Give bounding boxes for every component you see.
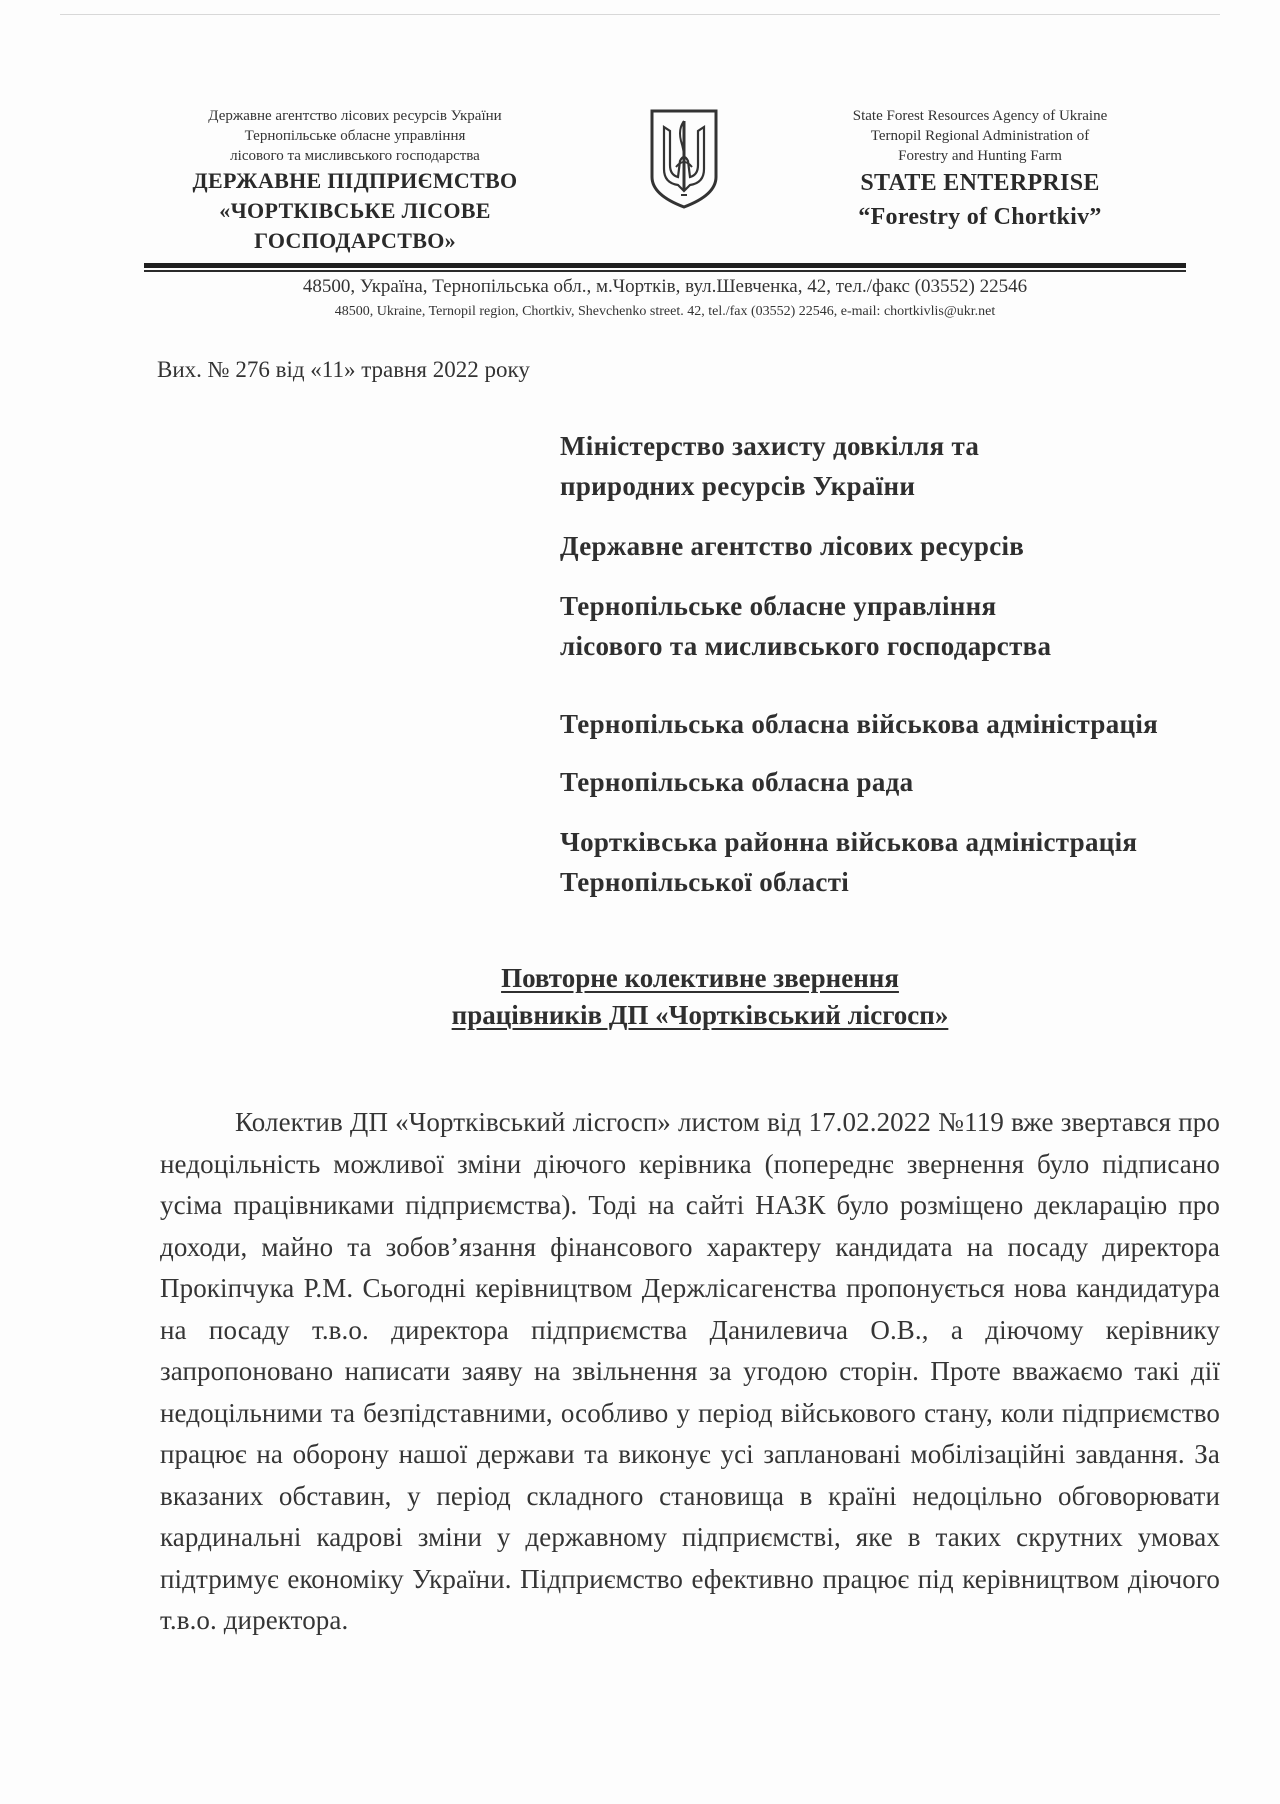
- letterhead-right-line2: Ternopil Regional Administration of: [870, 128, 1090, 144]
- letterhead-left-title3: ГОСПОДАРСТВО»: [254, 228, 456, 253]
- letter-subject: [300, 960, 1100, 1034]
- addressee-line: Державне агентство лісових ресурсів: [560, 531, 1025, 561]
- addressee-military-administration: [560, 704, 1210, 744]
- addressee-regional-council: [560, 762, 1210, 802]
- address-english: 48500, Ukraine, Ternopil region, Chortkiv, Shevchenko street. 42, tel./fax (03552) 22546, e-mail: chortkivlis@ukr.net: [334, 304, 996, 319]
- letterhead-right-title2: “Forestry of Chortkiv”: [858, 204, 1102, 230]
- addressee-ministry: [560, 426, 1210, 506]
- scan-edge-line: [60, 14, 1220, 15]
- addressee-regional-forestry: [560, 586, 1210, 666]
- letterhead-left-title1: ДЕРЖАВНЕ ПІДПРИЄМСТВО: [192, 168, 518, 193]
- subject-line2: працівників ДП «Чортківський лісгосп»: [451, 1000, 949, 1030]
- addressee-line: Тернопільська обласна військова адміністрація: [560, 709, 1159, 739]
- body-paragraph: Колектив ДП «Чортківський лісгосп» листом від 17.02.2022 №119 вже звертався про недоцільність можливої зміни діючого керівника (попереднє звернення було підписано усіма працівниками підприємства). Тоді на сайті НАЗК було розміщено декларацію про доходи, майно та зобов’язання фінансового характеру кандидата на посаду директора Прокіпчука Р.М. Сьогодні керівництвом Держлісагенства пропонується нова кандидатура на посаду т.в.о. директора підприємства Данилевича О.В., а діючому керівнику запропоновано написати заяву на звільнення за угодою сторін. Проте вважаємо такі дії недоцільними та безпідставними, особливо у період військового стану, коли підприємство працює на оборону нашої держави та виконує усі заплановані мобілізаційні завдання. За вказаних обставин, у період складного становища в країні недоцільно обговорювати кардинальні кадрові зміни у державному підприємстві, яке в таких скрутних умовах підтримує економіку України. Підприємство ефективно працює під керівництвом діючого т.в.о. директора.: [160, 1107, 1220, 1635]
- letterhead-rule-thin: [144, 270, 1186, 272]
- addressee-line: Міністерство захисту довкілля та: [560, 431, 980, 461]
- subject-line1: Повторне колективне звернення: [501, 963, 899, 993]
- letterhead-left-line3: лісового та мисливського господарства: [230, 148, 480, 164]
- addressee-line: лісового та мисливського господарства: [560, 631, 1052, 661]
- letterhead-right: [820, 106, 1140, 234]
- letterhead-right-line3: Forestry and Hunting Farm: [898, 148, 1062, 164]
- addressee-line: Тернопільська обласна рада: [560, 767, 914, 797]
- letterhead-right-title1: STATE ENTERPRISE: [860, 170, 1100, 196]
- addressee-line: Тернопільської області: [560, 867, 850, 897]
- address-ukrainian: 48500, Україна, Тернопільська обл., м.Чортків, вул.Шевченка, 42, тел./факс (03552) 22546: [302, 276, 1028, 297]
- addressee-forest-agency: [560, 526, 1210, 566]
- letterhead-left-line2: Тернопільське обласне управління: [244, 128, 466, 144]
- addressee-line: природних ресурсів України: [560, 471, 916, 501]
- addressee-list: [560, 426, 1210, 902]
- outgoing-number: Вих. № 276 від «11» травня 2022 року: [157, 357, 530, 382]
- letterhead-left-line1: Державне агентство лісових ресурсів України: [208, 108, 502, 124]
- letterhead-right-line1: State Forest Resources Agency of Ukraine: [852, 108, 1108, 124]
- letterhead-rule-thick: [144, 263, 1186, 268]
- addressee-line: Тернопільське обласне управління: [560, 591, 997, 621]
- addressee-district-administration: [560, 822, 1210, 902]
- trident-emblem-icon: [648, 107, 720, 211]
- addressee-line: Чортківська районна військова адміністрація: [560, 827, 1138, 857]
- letterhead-left-title2: «ЧОРТКІВСЬКЕ ЛІСОВЕ: [219, 198, 491, 223]
- letterhead-left: [160, 106, 550, 256]
